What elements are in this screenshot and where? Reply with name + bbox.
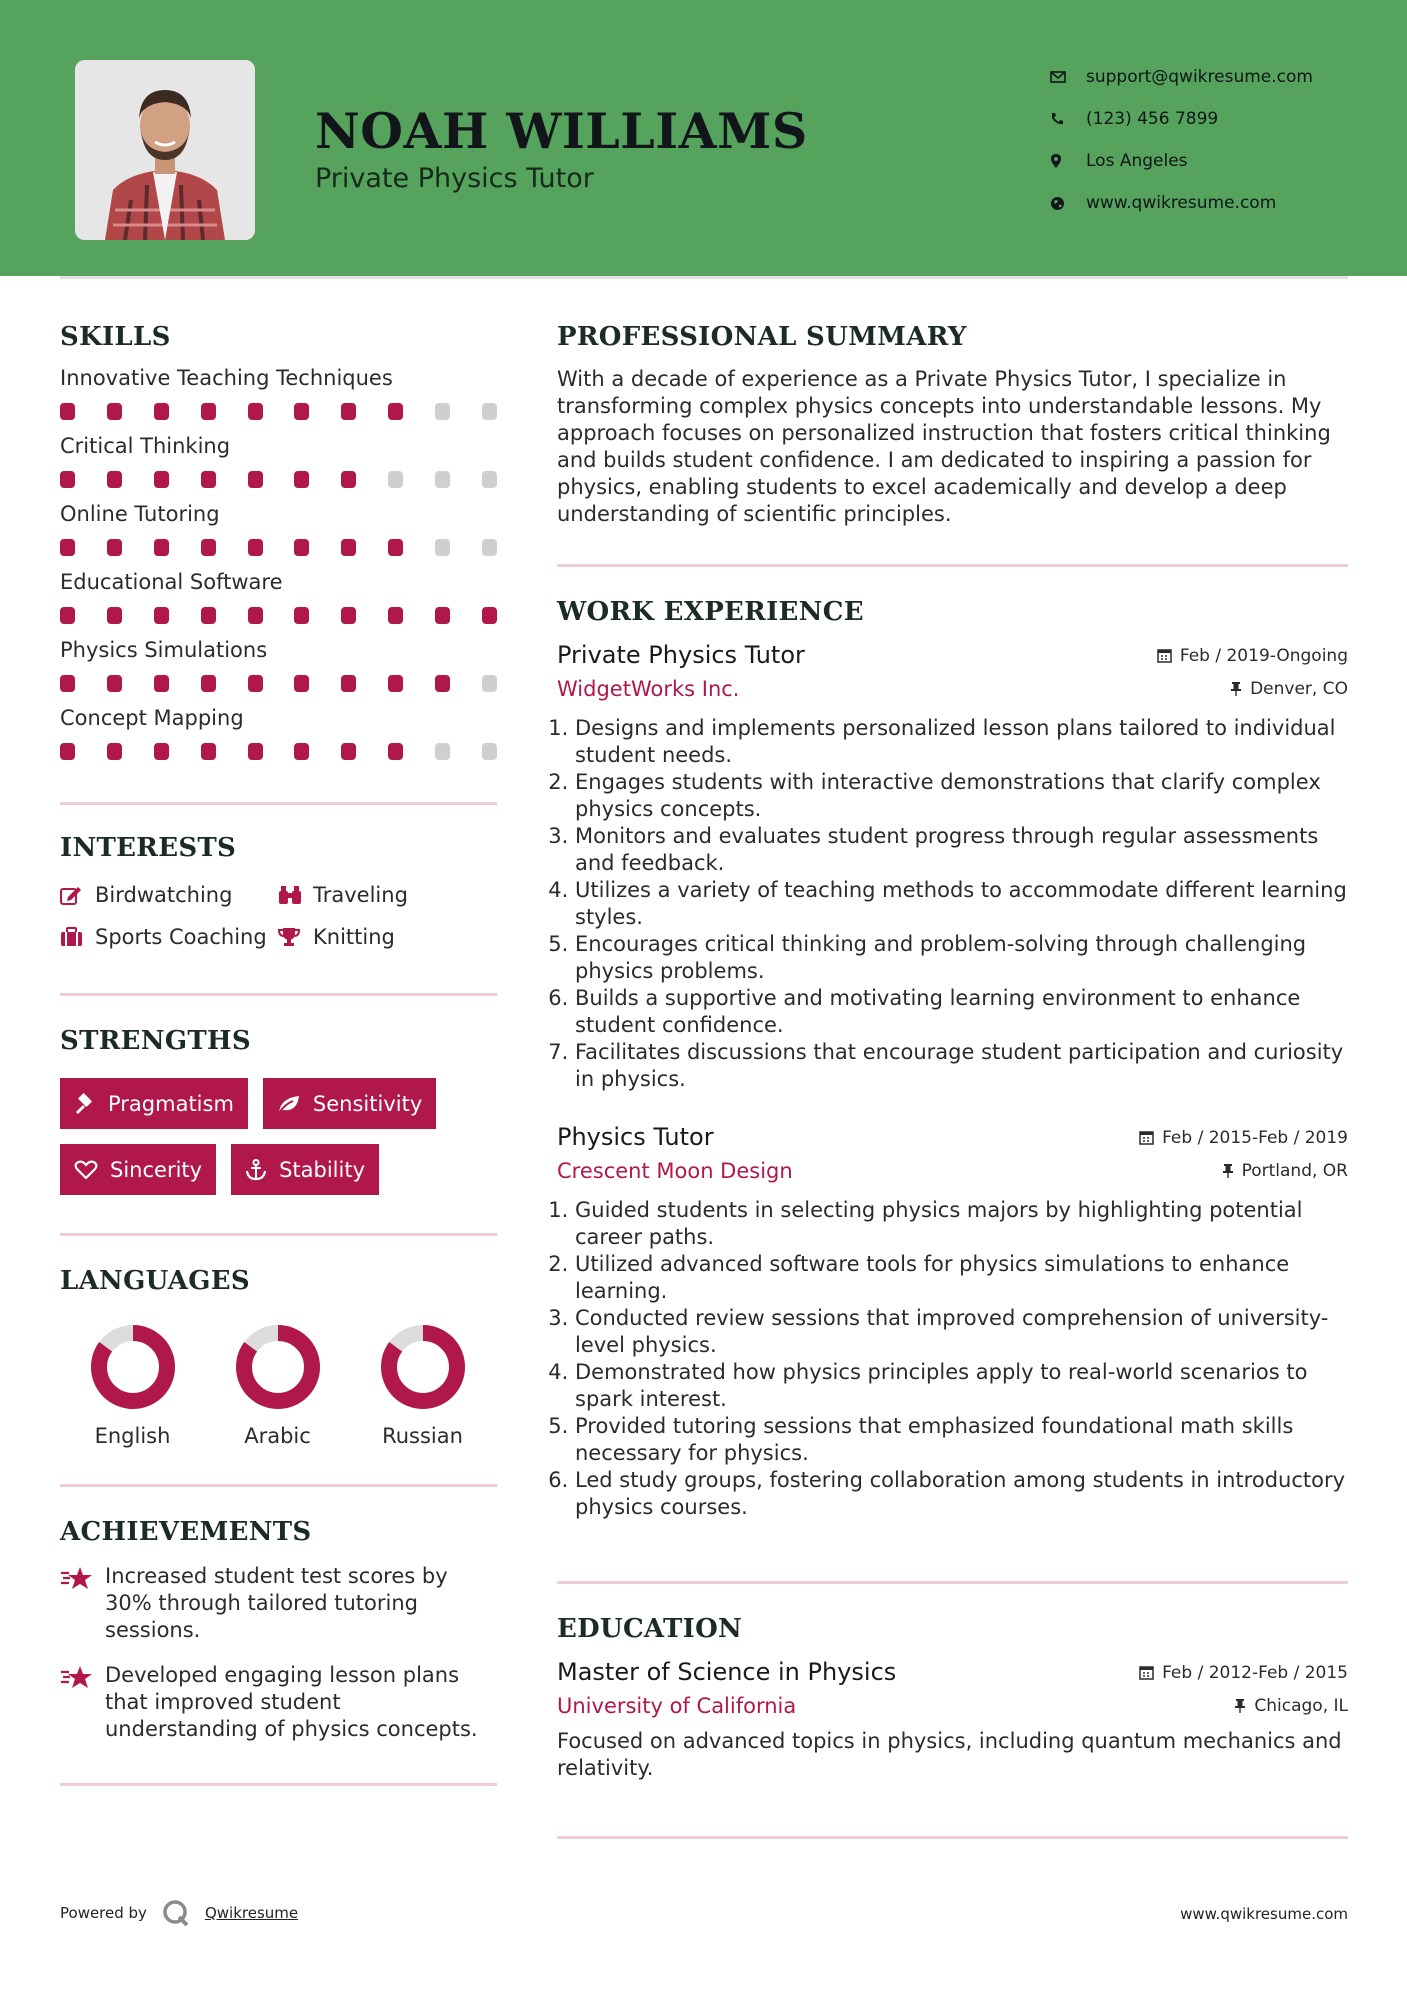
achievements-divider: [60, 1783, 497, 1786]
rating-dot: [388, 471, 403, 488]
rating-dot: [154, 743, 169, 760]
skill-name: Online Tutoring: [60, 502, 220, 526]
rating-dot: [107, 539, 122, 556]
rating-dot: [60, 675, 75, 692]
language-item: [205, 1324, 350, 1448]
achievements-list: [60, 1563, 497, 1743]
education-description: Focused on advanced topics in physics, including quantum mechanics and relativity.: [557, 1729, 1342, 1780]
skill-name: Innovative Teaching Techniques: [60, 366, 393, 390]
contact-location-text: Los Angeles: [1086, 151, 1188, 171]
strength-label: Sincerity: [110, 1157, 203, 1182]
skill-rating: [60, 607, 497, 624]
heart-icon: [74, 1160, 98, 1180]
calendar-icon: [1157, 648, 1172, 663]
contact-email-text: support@qwikresume.com: [1086, 67, 1313, 87]
education-location: [1234, 1696, 1348, 1716]
rating-dot: [388, 607, 403, 624]
job-location-text: Denver, CO: [1250, 678, 1348, 699]
rating-dot: [154, 471, 169, 488]
interests-divider: [60, 993, 497, 996]
rating-dot: [248, 743, 263, 760]
rating-dot: [60, 607, 75, 624]
contact-list: [1050, 56, 1313, 224]
education-divider: [557, 1836, 1348, 1839]
job-bullet: 3. Conducted review sessions that improved comprehension of university-level physics.: [575, 1305, 1348, 1359]
language-item: [350, 1324, 495, 1448]
achievement-item: [60, 1662, 497, 1743]
job-location-text: Portland, OR: [1241, 1160, 1348, 1181]
rating-dot: [435, 403, 450, 420]
rating-dot: [341, 471, 356, 488]
achievement-text: Increased student test scores by 30% through tailored tutoring sessions.: [105, 1564, 448, 1642]
strengths-title: STRENGTHS: [60, 1026, 251, 1056]
leaf-icon: [277, 1094, 301, 1114]
rating-dot: [107, 403, 122, 420]
rating-dot: [435, 471, 450, 488]
trophy-icon: [278, 927, 313, 947]
interest-label: Birdwatching: [95, 883, 233, 907]
rating-dot: [388, 743, 403, 760]
achievement-text: Developed engaging lesson plans that improved student understanding of physics concepts.: [105, 1663, 478, 1741]
pushpin-icon: [1234, 1698, 1246, 1713]
interest-label: Traveling: [313, 883, 408, 907]
job-title: Physics Tutor: [557, 1123, 714, 1151]
rating-dot: [248, 471, 263, 488]
rating-dot: [435, 607, 450, 624]
job-bullets: [557, 715, 1348, 1093]
language-label: Russian: [382, 1424, 463, 1448]
interests-title: INTERESTS: [60, 833, 237, 863]
gavel-icon: [74, 1093, 96, 1115]
achievement-item: [60, 1563, 497, 1644]
skill-rating: [60, 743, 497, 760]
phone-icon: [1050, 112, 1086, 126]
rating-dot: [482, 403, 497, 420]
rating-dot: [341, 675, 356, 692]
job-dates-text: Feb / 2019-Ongoing: [1179, 645, 1348, 666]
rating-dot: [248, 403, 263, 420]
education-dates-text: Feb / 2012-Feb / 2015: [1162, 1662, 1348, 1683]
job-bullet: 5. Provided tutoring sessions that emphasized foundational math skills necessary for physics.: [575, 1413, 1348, 1467]
rating-dot: [154, 675, 169, 692]
job-dates: [1157, 646, 1348, 666]
interest-label: Sports Coaching: [95, 925, 267, 949]
rating-dot: [435, 675, 450, 692]
job-bullet: 3. Monitors and evaluates student progress through regular assessments and feedback.: [575, 823, 1348, 877]
rating-dot: [482, 675, 497, 692]
header-banner: [0, 0, 1407, 276]
language-ring: [380, 1324, 466, 1410]
contact-phone[interactable]: [1050, 98, 1313, 140]
strengths-divider: [60, 1233, 497, 1236]
rating-dot: [107, 675, 122, 692]
rating-dot: [388, 675, 403, 692]
languages-title: LANGUAGES: [60, 1266, 250, 1296]
job-bullet: 6. Led study groups, fostering collaboration among students in introductory physics courses.: [575, 1467, 1348, 1521]
rating-dot: [341, 539, 356, 556]
job-bullet: 1. Designs and implements personalized lesson plans tailored to individual student needs.: [575, 715, 1348, 769]
job-location: [1230, 679, 1348, 699]
languages-list: [60, 1324, 497, 1448]
language-label: Arabic: [244, 1424, 311, 1448]
summary-title: PROFESSIONAL SUMMARY: [557, 322, 967, 352]
edit-icon: [60, 885, 95, 905]
strength-label: Sensitivity: [312, 1091, 423, 1116]
rating-dot: [201, 607, 216, 624]
interest-item: [278, 883, 497, 907]
strengths-list: [60, 1078, 497, 1195]
interest-label: Knitting: [313, 925, 395, 949]
skills-title: SKILLS: [60, 322, 171, 352]
job-bullet: 1. Guided students in selecting physics majors by highlighting potential career paths.: [575, 1197, 1348, 1251]
rating-dot: [294, 607, 309, 624]
rating-dot: [388, 403, 403, 420]
rating-dot: [248, 675, 263, 692]
languages-divider: [60, 1484, 497, 1487]
job-bullet: 4. Utilizes a variety of teaching methods to accommodate different learning styles.: [575, 877, 1348, 931]
job-bullet: 5. Encourages critical thinking and problem-solving through challenging physics problems.: [575, 931, 1348, 985]
rating-dot: [201, 743, 216, 760]
language-ring: [235, 1324, 321, 1410]
job-location: [1222, 1161, 1348, 1181]
language-ring: [90, 1324, 176, 1410]
experience-divider: [557, 1581, 1348, 1584]
rating-dot: [248, 607, 263, 624]
education-dates: [1139, 1663, 1348, 1683]
rating-dot: [294, 743, 309, 760]
rating-dot: [341, 743, 356, 760]
education-entry: [557, 1658, 1348, 1782]
rating-dot: [201, 471, 216, 488]
anchor-icon: [245, 1159, 267, 1181]
strength-label: Pragmatism: [108, 1091, 234, 1116]
left-column: [60, 322, 497, 1786]
rating-dot: [482, 471, 497, 488]
contact-location: [1050, 140, 1313, 182]
interest-item: [278, 925, 497, 949]
profile-photo: [75, 60, 255, 240]
rating-dot: [388, 539, 403, 556]
binoculars-icon: [278, 885, 313, 905]
education-location-text: Chicago, IL: [1254, 1695, 1348, 1716]
skill-name: Educational Software: [60, 570, 283, 594]
job-title: Private Physics Tutor: [557, 641, 805, 669]
skill-name: Concept Mapping: [60, 706, 244, 730]
education-title: EDUCATION: [557, 1614, 743, 1644]
rating-dot: [435, 539, 450, 556]
footer-powered: [60, 1898, 298, 1928]
candidate-role: Private Physics Tutor: [315, 163, 594, 194]
interest-item: [60, 883, 278, 907]
job-entry: [557, 1123, 1348, 1521]
company-name: Crescent Moon Design: [557, 1159, 793, 1183]
strength-badge: [60, 1078, 248, 1129]
rating-dot: [482, 539, 497, 556]
job-bullets: [557, 1197, 1348, 1521]
powered-by-text: Powered by: [60, 1904, 147, 1922]
pushpin-icon: [1222, 1163, 1234, 1178]
star-icon: [60, 1563, 105, 1644]
skill-rating: [60, 675, 497, 692]
skill-rating: [60, 471, 497, 488]
skill-rating: [60, 403, 497, 420]
experience-title: WORK EXPERIENCE: [557, 597, 864, 627]
pushpin-icon: [1230, 681, 1242, 696]
job-bullet: 4. Demonstrated how physics principles apply to real-world scenarios to spark interest.: [575, 1359, 1348, 1413]
skill-rating: [60, 539, 497, 556]
rating-dot: [294, 539, 309, 556]
rating-dot: [341, 607, 356, 624]
strength-label: Stability: [279, 1157, 366, 1182]
skill-name: Critical Thinking: [60, 434, 231, 458]
rating-dot: [201, 675, 216, 692]
job-dates: [1139, 1128, 1348, 1148]
summary-text: With a decade of experience as a Private Physics Tutor, I specialize in transforming complex physics concepts into understandable lessons. My approach focuses on personalized instruction that fosters critical thinking and builds student confidence. I am dedicated to inspiring a passion for physics, enabling students to excel academically and develop a deep understanding of scientific principles.: [557, 367, 1331, 526]
rating-dot: [107, 743, 122, 760]
rating-dot: [294, 675, 309, 692]
degree-title: Master of Science in Physics: [557, 1658, 897, 1686]
job-bullet: 2. Engages students with interactive demonstrations that clarify complex physics concepts.: [575, 769, 1348, 823]
rating-dot: [154, 539, 169, 556]
rating-dot: [435, 743, 450, 760]
rating-dot: [294, 471, 309, 488]
globe-icon: [1050, 196, 1086, 211]
skill-name: Physics Simulations: [60, 638, 268, 662]
calendar-icon: [1139, 1665, 1154, 1680]
achievements-title: ACHIEVEMENTS: [60, 1517, 312, 1547]
strength-badge: [231, 1144, 379, 1195]
job-bullet: 7. Facilitates discussions that encourage student participation and curiosity in physics.: [575, 1039, 1348, 1093]
qwikresume-logo-icon: [161, 1898, 191, 1928]
envelope-icon: [1050, 71, 1086, 83]
language-item: [60, 1324, 205, 1448]
rating-dot: [60, 743, 75, 760]
company-name: WidgetWorks Inc.: [557, 677, 740, 701]
rating-dot: [341, 403, 356, 420]
rating-dot: [248, 539, 263, 556]
language-label: English: [94, 1424, 171, 1448]
school-name: University of California: [557, 1694, 797, 1718]
contact-phone-text: (123) 456 7899: [1086, 109, 1219, 129]
brand-link[interactable]: Qwikresume: [204, 1904, 299, 1922]
contact-website-text: www.qwikresume.com: [1086, 193, 1277, 213]
interest-item: [60, 925, 278, 949]
calendar-icon: [1139, 1130, 1154, 1145]
job-bullet: 2. Utilized advanced software tools for physics simulations to enhance learning.: [575, 1251, 1348, 1305]
rating-dot: [107, 607, 122, 624]
person-avatar-icon: [75, 60, 255, 240]
skills-list: [60, 366, 497, 760]
rating-dot: [154, 607, 169, 624]
rating-dot: [154, 403, 169, 420]
rating-dot: [482, 607, 497, 624]
rating-dot: [60, 403, 75, 420]
job-dates-text: Feb / 2015-Feb / 2019: [1162, 1127, 1348, 1148]
strength-badge: [60, 1144, 216, 1195]
job-entry: [557, 641, 1348, 1093]
interests-list: [60, 883, 497, 949]
footer-website[interactable]: www.qwikresume.com: [1180, 1905, 1348, 1923]
contact-website[interactable]: [1050, 182, 1313, 224]
rating-dot: [201, 403, 216, 420]
candidate-name: NOAH WILLIAMS: [315, 102, 808, 160]
summary-divider: [557, 564, 1348, 567]
contact-email[interactable]: [1050, 56, 1313, 98]
skills-divider: [60, 802, 497, 805]
rating-dot: [482, 743, 497, 760]
right-column: [557, 322, 1348, 1839]
briefcase-icon: [60, 927, 95, 947]
star-icon: [60, 1662, 105, 1743]
job-bullet: 6. Builds a supportive and motivating learning environment to enhance student confidence.: [575, 985, 1348, 1039]
rating-dot: [60, 471, 75, 488]
rating-dot: [201, 539, 216, 556]
strength-badge: [263, 1078, 436, 1129]
map-pin-icon: [1050, 153, 1086, 169]
rating-dot: [294, 403, 309, 420]
header-divider: [60, 276, 1348, 279]
rating-dot: [107, 471, 122, 488]
rating-dot: [60, 539, 75, 556]
